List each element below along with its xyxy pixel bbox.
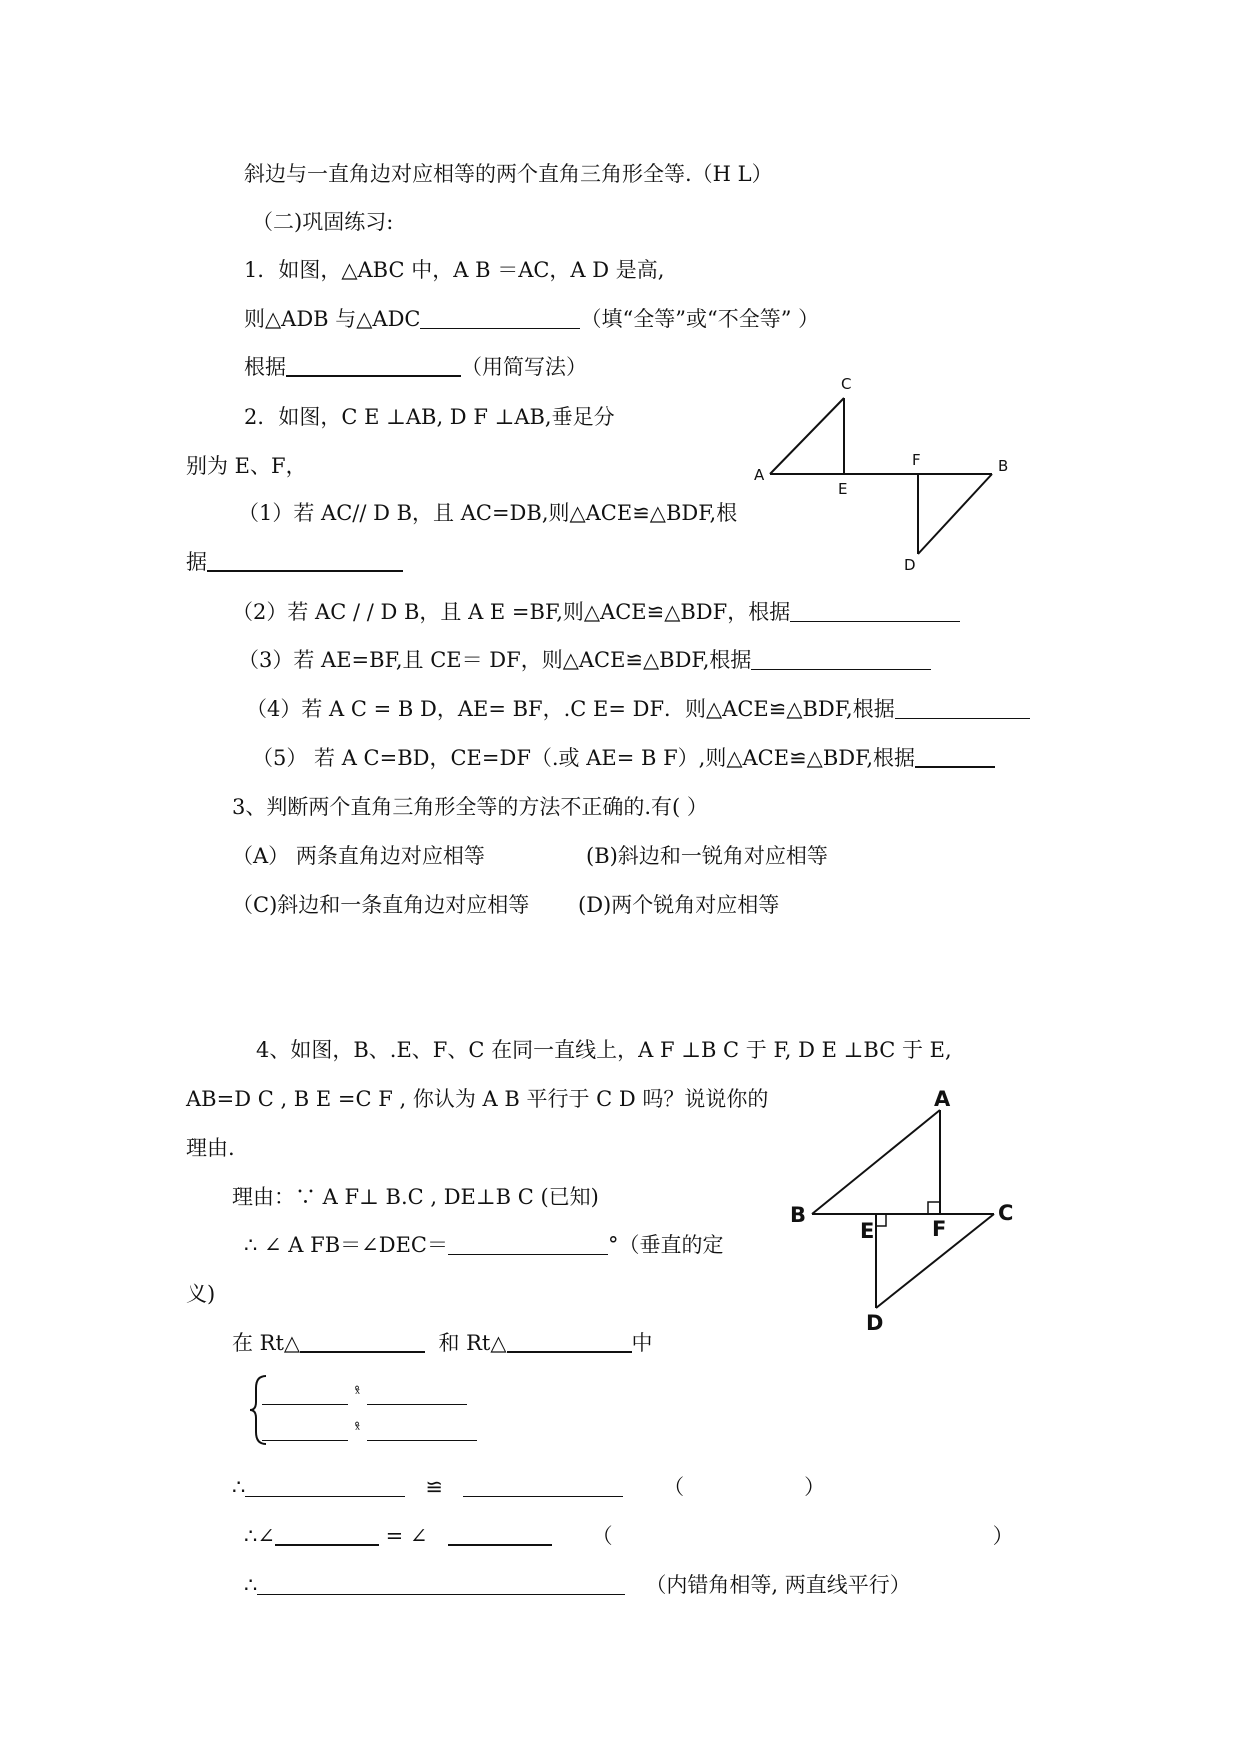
q4-eq-row-1 bbox=[262, 1380, 467, 1409]
q4-eq2-mark: ˣ̊ bbox=[354, 1422, 361, 1438]
q4-angle-text: ∴ ∠ A FB＝∠DEC＝ bbox=[244, 1233, 448, 1257]
fig2-label-a: A bbox=[934, 1090, 951, 1111]
right-angle-mark-f bbox=[928, 1202, 940, 1214]
q4-angle-reason: °（垂直的定 bbox=[607, 1233, 724, 1257]
hl-theorem: 斜边与一直角边对应相等的两个直角三角形全等.（H L） bbox=[244, 162, 773, 186]
q4-cong-paren-close: ） bbox=[804, 1475, 826, 1499]
fig2-label-b: B bbox=[790, 1203, 807, 1227]
q3-stem: 3、判断两个直角三角形全等的方法不正确的.有( ） bbox=[232, 795, 708, 819]
q4-eq2-right-blank[interactable] bbox=[367, 1418, 477, 1441]
q2-part1: （1）若 AC// D B，且 AC=DB,则△ACE≌△BDF,根 bbox=[238, 501, 738, 525]
q2-part5-text: （5） 若 A C=BD，CE=DF（.或 AE= B F）,则△ACE≌△BDF,根据 bbox=[252, 746, 916, 770]
q2-part1-blank[interactable] bbox=[207, 548, 403, 572]
q4-eq2-left-blank[interactable] bbox=[262, 1418, 348, 1441]
q4-conclusion-line bbox=[244, 1571, 911, 1599]
q1-basis-hint: （用简写法） bbox=[461, 355, 587, 379]
q4-final-therefore: ∴ bbox=[244, 1573, 258, 1597]
q3-option-a: （A） 两条直角边对应相等 bbox=[232, 844, 485, 868]
q2-stem: 2．如图，C E ⊥AB, D F ⊥AB,垂足分 bbox=[244, 405, 615, 429]
q4-angle-line bbox=[244, 1231, 723, 1259]
q4-rt-line bbox=[232, 1329, 653, 1357]
right-angle-mark-e bbox=[876, 1214, 886, 1226]
fig2-label-e: E bbox=[860, 1219, 875, 1243]
q2-part5 bbox=[252, 744, 995, 772]
figure-2-diagram bbox=[780, 1090, 1030, 1350]
q4-eq-row-2 bbox=[262, 1416, 477, 1445]
q1-basis-text: 根据 bbox=[244, 355, 286, 379]
q1-stem: 1．如图，△ABC 中，A B ＝AC，A D 是高, bbox=[244, 258, 665, 282]
fig1-label-f: F bbox=[912, 451, 921, 469]
q2-part1-basis-text: 据 bbox=[186, 550, 207, 574]
q1-fill-basis bbox=[244, 353, 587, 381]
q2-part3-blank[interactable] bbox=[751, 647, 931, 670]
fig2-label-c: C bbox=[998, 1201, 1014, 1225]
q1-blank-congruence[interactable] bbox=[420, 306, 580, 329]
segment-ac bbox=[770, 398, 844, 474]
fig2-label-d: D bbox=[866, 1311, 884, 1335]
q2-part3 bbox=[238, 646, 931, 674]
q4-ang2-text-a: ∴∠ bbox=[244, 1524, 275, 1548]
fig1-label-d: D bbox=[904, 556, 916, 574]
q1-fill-text: 则△ADB 与△ADC bbox=[244, 307, 421, 331]
fig2-label-f: F bbox=[932, 1217, 947, 1241]
q2-part2-text: （2）若 AC / / D B，且 A E =BF,则△ACE≌△BDF，根据 bbox=[232, 600, 791, 624]
q2-part5-blank[interactable] bbox=[915, 744, 995, 768]
q4-reason: 理由：∵ A F⊥ B.C , DE⊥B C (已知) bbox=[232, 1185, 599, 1209]
q1-fill-hint: （填“全等”或“不全等” ） bbox=[580, 307, 820, 331]
q2-part2 bbox=[232, 598, 960, 626]
q2-part4-blank[interactable] bbox=[895, 696, 1030, 719]
q4-stem-end: 理由. bbox=[186, 1136, 235, 1160]
q3-option-d: (D)两个锐角对应相等 bbox=[578, 893, 780, 917]
q4-ang2-paren-open: （ bbox=[591, 1524, 613, 1548]
q4-cong-symbol: ≌ bbox=[425, 1475, 444, 1499]
q1-fill-congruence bbox=[244, 305, 819, 333]
q4-rt-blank-2[interactable] bbox=[507, 1329, 632, 1353]
q4-ang2-paren-close: ） bbox=[992, 1524, 1014, 1548]
q4-eq1-left-blank[interactable] bbox=[262, 1382, 348, 1405]
q3-option-b: (B)斜边和一锐角对应相等 bbox=[586, 844, 828, 868]
q2-part4-text: （4）若 A C = B D，AE= BF，.C E= DF．则△ACE≌△BDF,根据 bbox=[246, 697, 895, 721]
q4-rt-text-b: 和 Rt△ bbox=[438, 1331, 507, 1355]
q3-option-c: （C)斜边和一条直角边对应相等 bbox=[232, 893, 530, 917]
q4-congruence-line bbox=[232, 1473, 825, 1501]
q4-stem: 4、如图，B、.E、F、C 在同一直线上，A F ⊥B C 于 F, D E ⊥BC 于 E, bbox=[256, 1038, 952, 1062]
q4-ang2-text-b: = ∠ bbox=[385, 1524, 428, 1548]
q4-final-reason: （内错角相等, 两直线平行） bbox=[645, 1573, 911, 1597]
q2-part1-basis bbox=[186, 548, 403, 576]
fig1-label-c: C bbox=[841, 375, 852, 393]
q4-cong-therefore: ∴ bbox=[232, 1475, 246, 1499]
fig1-label-b: B bbox=[998, 457, 1009, 475]
q1-blank-basis[interactable] bbox=[286, 353, 461, 377]
q4-ang2-blank-2[interactable] bbox=[448, 1522, 552, 1546]
q4-ang2-blank-1[interactable] bbox=[275, 1522, 379, 1546]
q4-rt-text-c: 中 bbox=[631, 1331, 653, 1355]
q2-part2-blank[interactable] bbox=[790, 599, 960, 622]
fig1-label-a: A bbox=[754, 466, 765, 484]
q4-cong-paren-open: （ bbox=[663, 1475, 685, 1499]
q4-eq1-mark: ˣ̊ bbox=[354, 1386, 361, 1402]
q4-stem-cont: AB=D C , B E =C F , 你认为 A B 平行于 C D 吗？说说你的 bbox=[186, 1087, 769, 1111]
fig1-label-e: E bbox=[838, 480, 848, 498]
q2-stem-cont: 别为 E、F， bbox=[186, 454, 307, 478]
q4-angle-blank[interactable] bbox=[448, 1232, 608, 1255]
q2-part4 bbox=[246, 695, 1030, 723]
q4-eq1-right-blank[interactable] bbox=[367, 1382, 467, 1405]
segment-bd bbox=[918, 474, 992, 554]
q4-final-blank[interactable] bbox=[257, 1572, 625, 1595]
q4-rt-text-a: 在 Rt△ bbox=[232, 1331, 301, 1355]
q4-cong-blank-2[interactable] bbox=[463, 1474, 623, 1497]
q4-angle-equal-line bbox=[244, 1522, 1014, 1550]
q4-rt-blank-1[interactable] bbox=[300, 1329, 425, 1353]
segment-ab bbox=[812, 1110, 940, 1214]
q4-cong-blank-1[interactable] bbox=[245, 1474, 405, 1497]
figure-1-diagram bbox=[740, 370, 1020, 580]
section-heading: （二)巩固练习: bbox=[252, 210, 394, 234]
q2-part3-text: （3）若 AE=BF,且 CE＝ DF，则△ACE≌△BDF,根据 bbox=[238, 648, 752, 672]
q4-angle-reason-end: 义) bbox=[186, 1282, 216, 1306]
